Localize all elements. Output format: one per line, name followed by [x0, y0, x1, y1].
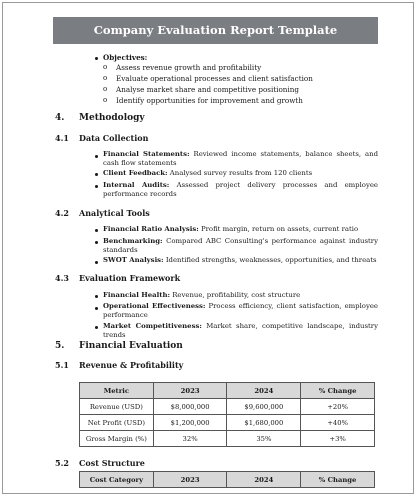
table-header-row: [80, 472, 375, 488]
table-cell: $8,000,000: [153, 399, 227, 415]
subsection-title: Analytical Tools: [79, 208, 150, 218]
item-text: Identified strengths, weaknesses, opportunities, and threats: [165, 256, 377, 264]
table-cell: Revenue (USD): [80, 399, 154, 415]
document-title: Company Evaluation Report Template: [53, 17, 378, 44]
list-item: [103, 225, 378, 234]
item-text: Compared ABC Consulting's performance against industry standards: [103, 237, 378, 255]
table-header: 2023: [153, 383, 227, 399]
list-item: [103, 322, 378, 340]
list-item: [103, 291, 378, 300]
subsection-number: 4.3: [55, 273, 69, 283]
table-cell: +3%: [301, 431, 375, 447]
table-row: [80, 399, 375, 415]
section-title: Financial Evaluation: [79, 341, 183, 351]
bullet-icon: [95, 173, 98, 176]
table-header: 2024: [227, 383, 301, 399]
table-cell: +40%: [301, 415, 375, 431]
item-text: Market share, competitive landscape, industry trends: [103, 322, 378, 340]
table-cell: Gross Margin (%): [80, 431, 154, 447]
item-label: SWOT Analysis:: [103, 256, 164, 264]
bullet-icon: [95, 326, 98, 329]
table-header-row: [80, 383, 375, 399]
subsection-number: 4.2: [55, 208, 69, 218]
table-header: % Change: [301, 383, 375, 399]
section-number: 5.: [55, 341, 65, 351]
bullet-icon: [95, 57, 98, 60]
bullet-icon: [95, 229, 98, 232]
item-label: Operational Effectiveness:: [103, 302, 206, 310]
cost-table: [79, 471, 375, 488]
table-header: 2023: [153, 472, 227, 488]
list-item: [103, 302, 378, 320]
objectives-label: Objectives:: [103, 53, 148, 62]
item-label: Internal Audits:: [103, 181, 170, 189]
objective-item: Analyse market share and competitive positioning: [116, 85, 299, 94]
table-cell: Net Profit (USD): [80, 415, 154, 431]
table-cell: $9,600,000: [227, 399, 301, 415]
item-label: Client Feedback:: [103, 169, 168, 177]
item-label: Financial Health:: [103, 291, 171, 299]
table-header: % Change: [301, 472, 375, 488]
bullet-icon: [95, 241, 98, 244]
bullet-icon: [95, 155, 98, 158]
objective-item: Evaluate operational processes and client satisfaction: [116, 74, 313, 83]
item-label: Benchmarking:: [103, 237, 163, 245]
subsection-title: Revenue & Profitability: [79, 360, 184, 370]
list-item: [103, 256, 378, 265]
table-cell: $1,200,000: [153, 415, 227, 431]
subsection-number: 4.1: [55, 133, 69, 143]
subsection-title: Evaluation Framework: [79, 273, 181, 283]
objective-item: Assess revenue growth and profitability: [116, 63, 262, 72]
list-item: [103, 169, 378, 178]
table-cell: $1,680,000: [227, 415, 301, 431]
revenue-table: [79, 382, 375, 447]
list-item: [103, 150, 378, 168]
bullet-icon: [95, 261, 98, 264]
objective-item: Identify opportunities for improvement and growth: [116, 96, 303, 105]
table-cell: 32%: [153, 431, 227, 447]
table-row: [80, 431, 375, 447]
subsection-number: 5.2: [55, 458, 69, 468]
item-text: Analysed survey results from 120 clients: [169, 169, 313, 177]
sub-bullet-icon: o: [103, 63, 108, 71]
sub-bullet-icon: o: [103, 96, 108, 104]
subsection-title: Data Collection: [79, 133, 149, 143]
list-item: [103, 237, 378, 255]
item-label: Market Competitiveness:: [103, 322, 202, 330]
section-title: Methodology: [79, 113, 145, 123]
bullet-icon: [95, 185, 98, 188]
table-cell: 35%: [227, 431, 301, 447]
bullet-icon: [95, 307, 98, 310]
sub-bullet-icon: o: [103, 85, 108, 93]
item-text: Process efficiency, client satisfaction, employee performance: [103, 302, 378, 320]
list-item: [103, 181, 378, 199]
subsection-title: Cost Structure: [79, 458, 145, 468]
table-cell: +20%: [301, 399, 375, 415]
item-label: Financial Statements:: [103, 150, 190, 158]
item-text: Reviewed income statements, balance sheets, and cash flow statements: [103, 150, 378, 168]
item-label: Financial Ratio Analysis:: [103, 225, 199, 233]
item-text: Revenue, profitability, cost structure: [172, 291, 301, 299]
table-header: Cost Category: [80, 472, 154, 488]
subsection-number: 5.1: [55, 360, 69, 370]
bullet-icon: [95, 295, 98, 298]
section-number: 4.: [55, 113, 65, 123]
item-text: Assessed project delivery processes and employee performance records: [103, 181, 378, 199]
table-header: Metric: [80, 383, 154, 399]
table-row: [80, 415, 375, 431]
item-text: Profit margin, return on assets, current ratio: [201, 225, 359, 233]
sub-bullet-icon: o: [103, 74, 108, 82]
table-header: 2024: [227, 472, 301, 488]
